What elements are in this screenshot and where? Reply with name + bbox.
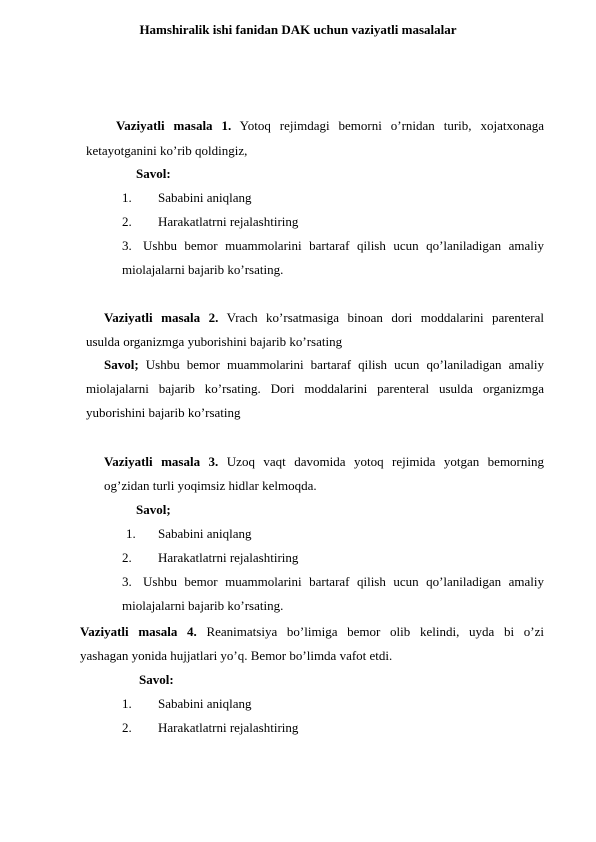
case-4-label: Vaziyatli masala 4. xyxy=(80,624,197,639)
case-2-savol: Savol; xyxy=(104,357,139,372)
case-1-line-1: Yotoq rejimdagi bemorni o’rnidan turib, xojatxonaga xyxy=(239,118,544,133)
case-4-item-2-text: Harakatlatrni rejalashtiring xyxy=(158,720,299,735)
case-3-line-2: og’zidan turli yoqimsiz hidlar kelmoqda. xyxy=(104,478,317,493)
case-1-item-3-cont: miolajalarni bajarib ko’rsating. xyxy=(122,262,284,277)
case-1-line-2: ketayotganini ko’rib qoldingiz, xyxy=(86,143,248,158)
case-3-intro xyxy=(104,454,544,470)
case-3-item-2-text: Harakatlatrni rejalashtiring xyxy=(158,550,299,565)
case-1-item-1-text: Sababini aniqlang xyxy=(158,190,252,205)
case-3-item-3-text: Ushbu bemor muammolarini bartaraf qilish ucun qo’laniladigan amaliy xyxy=(143,574,544,589)
case-2-q-line-1: Ushbu bemor muammolarini bartaraf qilish ucun qo’laniladigan amaliy xyxy=(145,357,545,372)
case-3-item-2-num: 2. xyxy=(122,550,132,565)
case-1-item-3-text: Ushbu bemor muammolarini bartaraf qilish ucun qo’laniladigan amaliy xyxy=(143,238,544,253)
case-4-item-1-text: Sababini aniqlang xyxy=(158,696,252,711)
case-4-line-2: yashagan yonida hujjatlari yo’q. Bemor bo’limda vafot etdi. xyxy=(80,648,393,663)
case-2-question xyxy=(104,357,544,373)
case-2-q-line-3: yuborishini bajarib ko’rsating xyxy=(86,405,241,420)
case-1-item-3-num: 3. xyxy=(122,238,132,253)
case-3-item-3-num: 3. xyxy=(122,574,132,589)
case-2-label: Vaziyatli masala 2. xyxy=(104,310,219,325)
case-3-savol: Savol; xyxy=(136,502,171,517)
case-3-label: Vaziyatli masala 3. xyxy=(104,454,219,469)
case-1-savol: Savol: xyxy=(136,166,171,181)
page-title: Hamshiralik ishi fanidan DAK uchun vaziyatli masalalar xyxy=(139,22,457,37)
case-2-intro xyxy=(104,310,544,326)
case-4-intro xyxy=(80,624,544,640)
case-3-item-1-text: Sababini aniqlang xyxy=(158,526,252,541)
case-4-savol: Savol: xyxy=(139,672,174,687)
case-1-label: Vaziyatli masala 1. xyxy=(116,118,232,133)
case-1-item-2-num: 2. xyxy=(122,214,132,229)
case-4-item-1-num: 1. xyxy=(122,696,132,711)
case-1-intro xyxy=(86,118,544,134)
case-1-item-1-num: 1. xyxy=(122,190,132,205)
case-3-line-1: Uzoq vaqt davomida yotoq rejimida yotgan bemorning xyxy=(226,454,544,469)
case-3-item-1-num: 1. xyxy=(126,526,136,541)
case-2-q-line-2: miolajalarni bajarib ko’rsating. Dori moddalarini parenteral usulda organizmga xyxy=(86,381,544,396)
case-4-item-2-num: 2. xyxy=(122,720,132,735)
case-2-line-1: Vrach ko’rsatmasiga binoan dori moddalarini parenteral xyxy=(226,310,544,325)
case-1-item-2-text: Harakatlatrni rejalashtiring xyxy=(158,214,299,229)
case-2-line-2: usulda organizmga yuborishini bajarib ko’rsating xyxy=(86,334,343,349)
case-4-line-1: Reanimatsiya bo’limiga bemor olib kelindi, uyda bi o’zi xyxy=(206,624,545,639)
case-3-item-3-cont: miolajalarni bajarib ko’rsating. xyxy=(122,598,284,613)
